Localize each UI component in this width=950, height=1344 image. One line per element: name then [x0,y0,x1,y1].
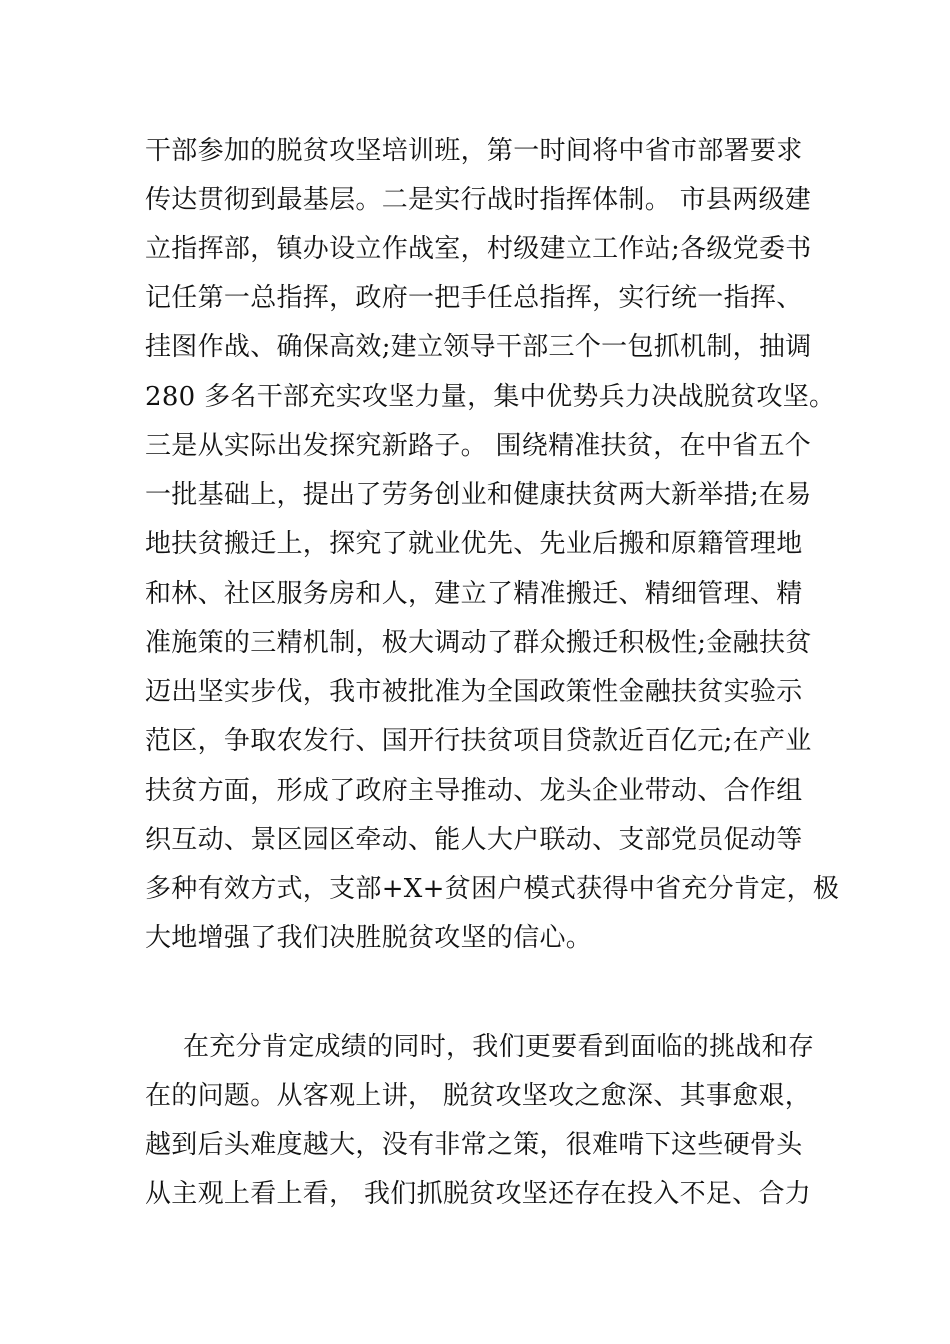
text-line: 迈出坚实步伐，我市被批准为全国政策性金融扶贫实验示 [145,677,803,707]
text-line: 越到后头难度越大，没有非常之策，很难啃下这些硬骨头 [145,1130,803,1160]
text-line: 大地增强了我们决胜脱贫攻坚的信心。 [145,923,593,953]
text-line: 280 多名干部充实攻坚力量，集中优势兵力决战脱贫攻坚。 [145,382,836,412]
text-line: 范区，争取农发行、国开行扶贫项目贷款近百亿元;在产业 [145,726,812,756]
text-line: 干部参加的脱贫攻坚培训班，第一时间将中省市部署要求 [145,136,803,166]
text-line: 一批基础上，提出了劳务创业和健康扶贫两大新举措;在易 [145,480,812,510]
text-line: 在的问题。从客观上讲， 脱贫攻坚攻之愈深、其事愈艰， [145,1081,812,1111]
text-line: 织互动、景区园区牵动、能人大户联动、支部党员促动等 [145,825,803,855]
text-line: 从主观上看上看， 我们抓脱贫攻坚还存在投入不足、合力 [145,1179,812,1209]
text-line: 传达贯彻到最基层。二是实行战时指挥体制。 市县两级建 [145,185,812,215]
text-line: 准施策的三精机制，极大调动了群众搬迁积极性;金融扶贫 [145,628,812,658]
text-line: 在充分肯定成绩的同时，我们更要看到面临的挑战和存 [183,1032,815,1062]
text-line: 多种有效方式，支部+X+贫困户模式获得中省充分肯定，极 [145,874,840,904]
text-line: 立指挥部，镇办设立作战室，村级建立工作站;各级党委书 [145,234,812,264]
text-line: 挂图作战、确保高效;建立领导干部三个一包抓机制，抽调 [145,332,812,362]
text-line: 扶贫方面，形成了政府主导推动、龙头企业带动、合作组 [145,776,803,806]
text-line: 三是从实际出发探究新路子。 围绕精准扶贫，在中省五个 [145,431,812,461]
text-line: 和林、社区服务房和人，建立了精准搬迁、精细管理、精 [145,579,803,609]
text-line: 地扶贫搬迁上，探究了就业优先、先业后搬和原籍管理地 [145,529,803,559]
text-line: 记任第一总指挥，政府一把手任总指挥，实行统一指挥、 [145,283,803,313]
